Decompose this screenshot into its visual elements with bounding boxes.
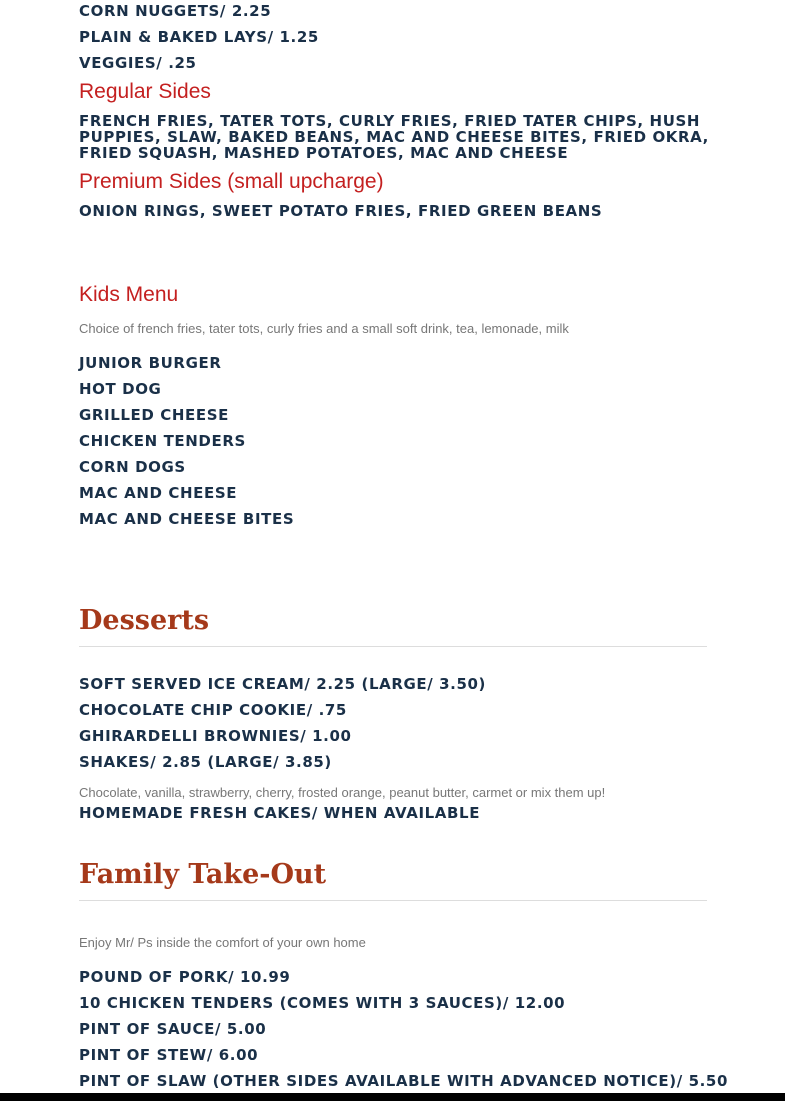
dessert-item: CHOCOLATE CHIP COOKIE/ .75 [79,701,347,719]
bottom-edge-bar [0,1093,785,1101]
menu-item-lays: PLAIN & BAKED LAYS/ 1.25 [79,28,319,46]
family-takeout-title: Family Take-Out [79,859,327,890]
premium-sides-heading: Premium Sides (small upcharge) [79,170,384,193]
takeout-item: PINT OF SAUCE/ 5.00 [79,1020,267,1038]
kids-item: MAC AND CHEESE [79,484,238,502]
kids-item: JUNIOR BURGER [79,354,222,372]
kids-menu-note: Choice of french fries, tater tots, curly fries and a small soft drink, tea, lemonade, milk [79,321,569,336]
takeout-item: PINT OF SLAW (OTHER SIDES AVAILABLE WITH ADVANCED NOTICE)/ 5.50 [79,1072,728,1090]
premium-sides-list: ONION RINGS, SWEET POTATO FRIES, FRIED GREEN BEANS [79,202,603,220]
desserts-title: Desserts [79,605,210,636]
kids-item: HOT DOG [79,380,162,398]
dessert-item: SHAKES/ 2.85 (LARGE/ 3.85) [79,753,332,771]
kids-menu-heading: Kids Menu [79,283,179,306]
regular-sides-list: FRENCH FRIES, TATER TOTS, CURLY FRIES, FRIED TATER CHIPS, HUSH PUPPIES, SLAW, BAKED BEANS, MAC AND CHEESE BITES, FRIED OKRA, FRIED SQUASH, MASHED POTATOES, MAC AND CHEESE [79,112,709,162]
desserts-divider [79,646,707,647]
kids-item: CORN DOGS [79,458,186,476]
kids-item: MAC AND CHEESE BITES [79,510,295,528]
menu-item-corn-nuggets: CORN NUGGETS/ 2.25 [79,2,272,20]
dessert-item: GHIRARDELLI BROWNIES/ 1.00 [79,727,352,745]
dessert-item: HOMEMADE FRESH CAKES/ WHEN AVAILABLE [79,804,481,822]
regular-sides-heading: Regular Sides [79,80,211,103]
takeout-item: PINT OF STEW/ 6.00 [79,1046,259,1064]
dessert-item: SOFT SERVED ICE CREAM/ 2.25 (LARGE/ 3.50) [79,675,487,693]
takeout-item: POUND OF PORK/ 10.99 [79,968,291,986]
kids-item: CHICKEN TENDERS [79,432,246,450]
kids-item: GRILLED CHEESE [79,406,229,424]
takeout-item: 10 CHICKEN TENDERS (COMES WITH 3 SAUCES)/ 12.00 [79,994,566,1012]
family-takeout-note: Enjoy Mr/ Ps inside the comfort of your own home [79,935,366,950]
family-takeout-divider [79,900,707,901]
menu-item-veggies: VEGGIES/ .25 [79,54,197,72]
shake-flavors-note: Chocolate, vanilla, strawberry, cherry, frosted orange, peanut butter, carmet or mix them up! [79,785,606,800]
